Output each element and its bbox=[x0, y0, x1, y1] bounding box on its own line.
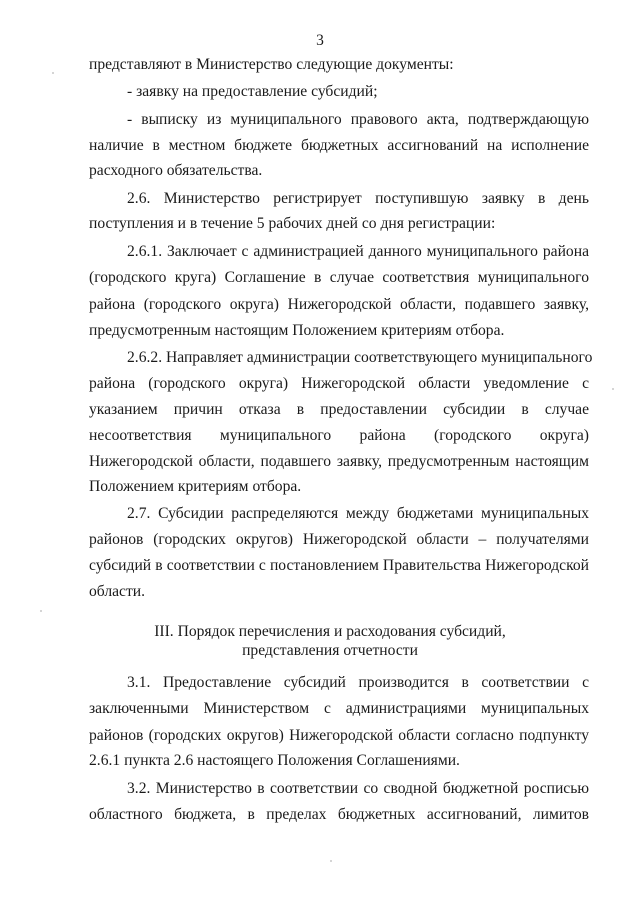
text-line: наличие в местном бюджете бюджетных ассигнований на исполнение bbox=[89, 137, 589, 154]
text-line: Нижегородской области, подавшего заявку, предусмотренным настоящим bbox=[89, 453, 589, 470]
text-line: (городского круга) Соглашение в случае соответствия муниципального bbox=[89, 269, 589, 286]
section-heading-cont: представления отчетности bbox=[242, 642, 418, 659]
scan-speck bbox=[40, 610, 42, 612]
text-line: района (городского округа) Нижегородской области, подавшего заявку, bbox=[89, 296, 589, 313]
text-line: несоответствия муниципального района (городского округа) bbox=[89, 427, 589, 444]
list-item: - выписку из муниципального правового акта, подтверждающую bbox=[127, 111, 589, 128]
scan-speck bbox=[612, 388, 614, 390]
text-line: района (городского округа) Нижегородской области уведомление с bbox=[89, 375, 589, 392]
paragraph-3-1: 3.1. Предоставление субсидий производится в соответствии с bbox=[127, 674, 589, 691]
paragraph-2-6: 2.6. Министерство регистрирует поступившую заявку в день bbox=[127, 190, 589, 207]
text-line: области. bbox=[89, 583, 146, 600]
text-line: Положением критериям отбора. bbox=[89, 478, 302, 495]
text-line: районов (городских округов) Нижегородской области согласно подпункту bbox=[89, 727, 589, 744]
text-line: указанием причин отказа в предоставлении субсидии в случае bbox=[89, 401, 589, 418]
paragraph-3-2: 3.2. Министерство в соответствии со сводной бюджетной росписью bbox=[127, 780, 589, 797]
scan-speck bbox=[52, 72, 54, 74]
text-line: представляют в Министерство следующие документы: bbox=[89, 56, 454, 73]
text-line: расходного обязательства. bbox=[89, 162, 263, 179]
text-line: областного бюджета, в пределах бюджетных ассигнований, лимитов bbox=[89, 806, 589, 823]
text-line: субсидий в соответствии с постановлением Правительства Нижегородской bbox=[89, 557, 589, 574]
paragraph-2-6-2: 2.6.2. Направляет администрации соответствующего муниципального bbox=[127, 349, 593, 366]
paragraph-2-6-1: 2.6.1. Заключает с администрацией данного муниципального района bbox=[127, 243, 589, 260]
text-line: районов (городских округов) Нижегородской области – получателями bbox=[89, 531, 589, 548]
text-line: заключенными Министерством с администрациями муниципальных bbox=[89, 700, 589, 717]
paragraph-2-7: 2.7. Субсидии распределяются между бюджетами муниципальных bbox=[127, 505, 589, 522]
text-line: 2.6.1 пункта 2.6 настоящего Положения Соглашениями. bbox=[89, 752, 460, 769]
page-number: 3 bbox=[316, 32, 324, 49]
scan-speck bbox=[330, 860, 332, 862]
text-line: предусмотренным настоящим Положением критериям отбора. bbox=[89, 322, 505, 339]
list-item: - заявку на предоставление субсидий; bbox=[127, 83, 378, 100]
section-heading: III. Порядок перечисления и расходования субсидий, bbox=[154, 623, 506, 640]
text-line: поступления и в течение 5 рабочих дней со дня регистрации: bbox=[89, 215, 496, 232]
